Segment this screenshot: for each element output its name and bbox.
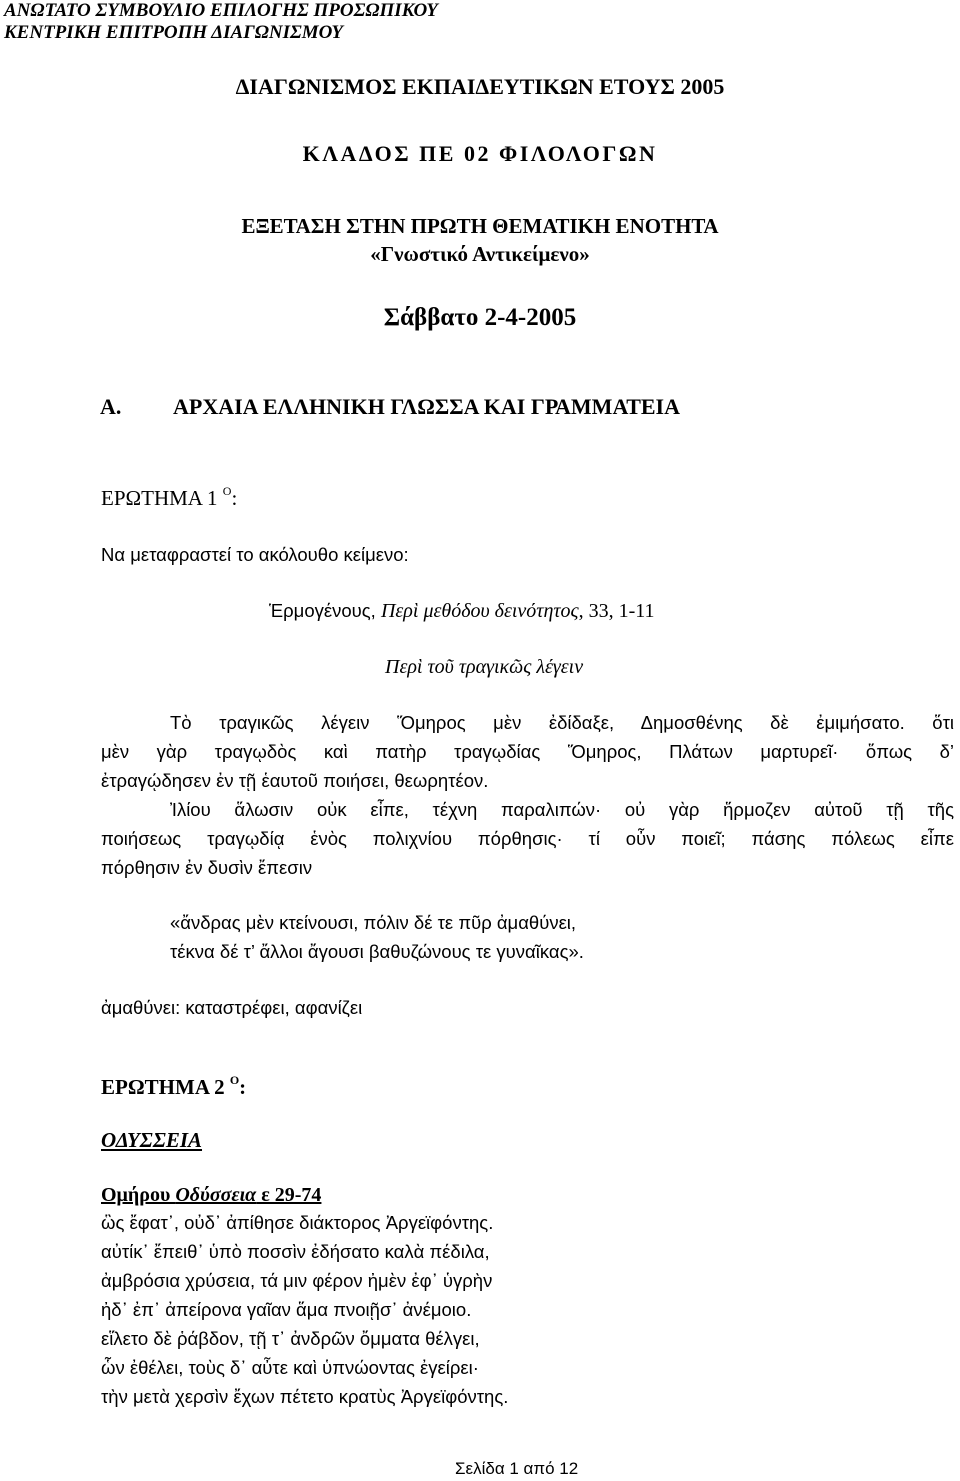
verse-line: ὧν ἐθέλει, τοὺς δ᾽ αὖτε καὶ ὑπνώοντας ἐγείρει·: [101, 1357, 479, 1378]
question-2-heading: [101, 1075, 246, 1100]
passage-line: πόρθησιν ἐν δυσὶν ἔπεσιν: [101, 857, 313, 878]
header-committee: ΚΕΝΤΡΙΚΗ ΕΠΙΤΡΟΠΗ ΔΙΑΓΩΝΙΣΜΟΥ: [4, 22, 344, 43]
verse-line: ἠδ᾽ ἐπ᾽ ἀπείρονα γαῖαν ἅμα πνοιῇσ᾽ ἀνέμοιο.: [101, 1299, 472, 1320]
question-1-heading: [101, 486, 237, 511]
subject-title: «Γνωστικό Αντικείμενο»: [370, 242, 590, 266]
question-2-ordinal: Ο: [229, 1073, 240, 1087]
question-1-colon: :: [231, 486, 238, 510]
question-1-instruction: Να μεταφραστεί το ακόλουθο κείμενο:: [101, 544, 409, 565]
verse-line: εἵλετο δὲ ῥάβδον, τῇ τ᾽ ἀνδρῶν ὄμματα θέλγει,: [101, 1328, 480, 1349]
quote-line: τέκνα δέ τ’ ἄλλοι ἄγουσι βαθυζώνους τε γυναῖκας».: [170, 941, 584, 962]
odyssey-work: Οδύσσεια: [175, 1184, 257, 1206]
question-1-label: ΕΡΩΤΗΜΑ 1: [101, 486, 218, 510]
odyssey-title: ΟΔΥΣΣΕΙΑ: [101, 1128, 203, 1152]
branch-title: ΚΛΑΔΟΣ ΠΕ 02 ΦΙΛΟΛΟΓΩΝ: [302, 141, 658, 166]
passage-line: ποιήσεως τραγῳδίᾳ ἑνὸς πολιχνίου πόρθησις· τί οὖν ποιεῖ; πάσης πόλεως εἶπε: [101, 828, 954, 849]
exam-title: ΕΞΕΤΑΣΗ ΣΤΗΝ ΠΡΩΤΗ ΘΕΜΑΤΙΚΗ ΕΝΟΤΗΤΑ: [241, 214, 719, 238]
header-org: ΑΝΩΤΑΤΟ ΣΥΜΒΟΥΛΙΟ ΕΠΙΛΟΓΗΣ ΠΡΟΣΩΠΙΚΟΥ: [4, 0, 438, 21]
section-title: ΑΡΧΑΙΑ ΕΛΛΗΝΙΚΗ ΓΛΩΣΣΑ ΚΑΙ ΓΡΑΜΜΑΤΕΙΑ: [173, 394, 680, 419]
question-1-ordinal: Ο: [222, 484, 232, 498]
verse-line: ὣς ἔφατ᾽, οὐδ᾽ ἀπίθησε διάκτορος Ἀργεϊφόντης.: [101, 1212, 494, 1233]
exam-date: Σάββατο 2-4-2005: [383, 304, 577, 331]
competition-title: ΔΙΑΓΩΝΙΣΜΟΣ ΕΚΠΑΙΔΕΥΤΙΚΩΝ ΕΤΟΥΣ 2005: [235, 74, 725, 99]
section-letter: Α.: [100, 394, 122, 419]
source-ref: , 33, 1-11: [578, 600, 655, 622]
question-2-label: ΕΡΩΤΗΜΑ 2: [101, 1075, 225, 1099]
passage-line: ἐτραγῴδησεν ἐν τῇ ἑαυτοῦ ποιήσει, θεωρητέον.: [101, 770, 489, 791]
odyssey-author: Ομήρου: [101, 1184, 176, 1206]
question-2-colon: :: [239, 1075, 247, 1099]
page-number: Σελίδα 1 από 12: [455, 1459, 579, 1478]
source-work: Περὶ μεθόδου δεινότητος: [380, 600, 579, 622]
verse-line: αὐτίκ᾽ ἔπειθ᾽ ὑπὸ ποσσὶν ἐδήσατο καλὰ πέδιλα,: [101, 1241, 490, 1262]
source-citation: [269, 600, 655, 623]
verse-line: τὴν μετὰ χερσὶν ἔχων πέτετο κρατὺς Ἀργεϊφόντης.: [101, 1386, 509, 1407]
odyssey-ref: ε 29-74: [256, 1184, 322, 1206]
passage-line: Ἰλίου ἅλωσιν οὐκ εἶπε, τέχνη παραλιπών· οὐ γὰρ ἥρμοζεν αὐτοῦ τῇ τῆς: [170, 799, 954, 820]
gloss-note: ἀμαθύνει: καταστρέφει, αφανίζει: [101, 997, 363, 1018]
source-author: Ἑρμογένους,: [269, 600, 381, 621]
odyssey-citation: [101, 1184, 321, 1207]
verse-line: ἀμβρόσια χρύσεια, τά μιν φέρον ἠμὲν ἐφ᾽ ὑγρὴν: [101, 1270, 493, 1291]
passage-line: Τὸ τραγικῶς λέγειν Ὅμηρος μὲν ἐδίδαξε, Δημοσθένης δὲ ἐμιμήσατο. ὅτι: [170, 712, 954, 733]
passage-line: μὲν γὰρ τραγῳδὸς καὶ πατὴρ τραγῳδίας Ὅμηρος, Πλάτων μαρτυρεῖ· ὅπως δ’: [101, 741, 954, 762]
passage-subtitle: Περὶ τοῦ τραγικῶς λέγειν: [385, 656, 584, 678]
quote-line: «ἄνδρας μὲν κτείνουσι, πόλιν δέ τε πῦρ ἀμαθύνει,: [170, 912, 577, 933]
